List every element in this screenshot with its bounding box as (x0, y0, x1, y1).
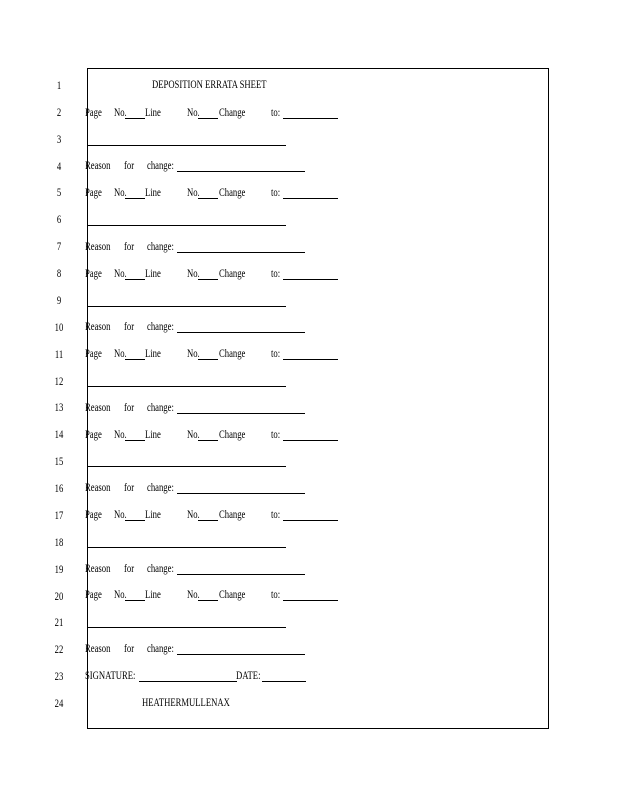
for-label: for (124, 319, 135, 333)
line-no-label: No. (187, 266, 200, 280)
line-number: 13 (54, 400, 64, 414)
reason-change-label: change: (147, 561, 174, 575)
to-label: to: (271, 427, 281, 441)
line-label: Line (145, 266, 161, 280)
reason-label: Reason (85, 400, 111, 414)
line-number-field[interactable] (198, 118, 218, 119)
change-label: Change (219, 587, 246, 601)
for-label: for (124, 480, 135, 494)
change-label: Change (219, 105, 246, 119)
continuation-line[interactable] (87, 225, 286, 226)
line-number: 8 (56, 266, 62, 280)
line-label: Line (145, 587, 161, 601)
line-number: 7 (56, 239, 62, 253)
line-number: 5 (56, 185, 62, 199)
line-number: 24 (54, 696, 64, 710)
change-field[interactable] (283, 118, 338, 119)
page-label: Page (85, 346, 102, 360)
reason-label: Reason (85, 641, 111, 655)
line-number-field[interactable] (198, 359, 218, 360)
line-label: Line (145, 346, 161, 360)
for-label: for (124, 641, 135, 655)
to-label: to: (271, 105, 281, 119)
change-field[interactable] (283, 440, 338, 441)
page-no-label: No. (114, 266, 127, 280)
signature-field[interactable] (139, 681, 237, 682)
to-label: to: (271, 185, 281, 199)
page-no-label: No. (114, 185, 127, 199)
line-number-field[interactable] (198, 520, 218, 521)
change-field[interactable] (283, 279, 338, 280)
page-label: Page (85, 105, 102, 119)
continuation-line[interactable] (87, 627, 286, 628)
change-field[interactable] (283, 520, 338, 521)
line-number: 16 (54, 481, 64, 495)
for-label: for (124, 561, 135, 575)
reason-field[interactable] (177, 574, 305, 575)
line-number: 11 (54, 347, 64, 361)
reason-label: Reason (85, 319, 111, 333)
line-number: 10 (54, 320, 64, 334)
page-number-field[interactable] (125, 118, 145, 119)
reason-label: Reason (85, 561, 111, 575)
page-no-label: No. (114, 587, 127, 601)
line-no-label: No. (187, 346, 200, 360)
line-number: 15 (54, 454, 64, 468)
for-label: for (124, 158, 135, 172)
reason-change-label: change: (147, 158, 174, 172)
reason-field[interactable] (177, 654, 305, 655)
reason-field[interactable] (177, 493, 305, 494)
date-label: DATE: (236, 668, 261, 682)
line-number: 3 (56, 132, 62, 146)
page-label: Page (85, 587, 102, 601)
page-no-label: No. (114, 507, 127, 521)
page-label: Page (85, 427, 102, 441)
reason-label: Reason (85, 480, 111, 494)
change-field[interactable] (283, 198, 338, 199)
line-number: 21 (54, 615, 64, 629)
to-label: to: (271, 507, 281, 521)
page-no-label: No. (114, 105, 127, 119)
line-no-label: No. (187, 587, 200, 601)
line-number: 9 (56, 293, 62, 307)
page-title: DEPOSITION ERRATA SHEET (152, 77, 267, 91)
page-number-field[interactable] (125, 600, 145, 601)
line-label: Line (145, 427, 161, 441)
reason-change-label: change: (147, 400, 174, 414)
change-label: Change (219, 185, 246, 199)
change-field[interactable] (283, 359, 338, 360)
for-label: for (124, 400, 135, 414)
line-number-field[interactable] (198, 440, 218, 441)
page-number-field[interactable] (125, 520, 145, 521)
continuation-line[interactable] (87, 145, 286, 146)
change-label: Change (219, 507, 246, 521)
reason-label: Reason (85, 158, 111, 172)
line-label: Line (145, 507, 161, 521)
signature-label: SIGNATURE: (85, 668, 136, 682)
line-number-field[interactable] (198, 198, 218, 199)
line-label: Line (145, 185, 161, 199)
to-label: to: (271, 266, 281, 280)
for-label: for (124, 239, 135, 253)
line-number: 17 (54, 508, 64, 522)
continuation-line[interactable] (87, 386, 286, 387)
change-field[interactable] (283, 600, 338, 601)
line-number: 6 (56, 212, 62, 226)
change-label: Change (219, 346, 246, 360)
to-label: to: (271, 346, 281, 360)
line-number: 19 (54, 562, 64, 576)
reason-label: Reason (85, 239, 111, 253)
page-number-field[interactable] (125, 198, 145, 199)
reporter-name: HEATHERMULLENAX (142, 695, 230, 709)
page-no-label: No. (114, 427, 127, 441)
page-number-field[interactable] (125, 440, 145, 441)
page-no-label: No. (114, 346, 127, 360)
reason-field[interactable] (177, 413, 305, 414)
page-label: Page (85, 507, 102, 521)
reason-change-label: change: (147, 239, 174, 253)
page-label: Page (85, 266, 102, 280)
continuation-line[interactable] (87, 466, 286, 467)
continuation-line[interactable] (87, 306, 286, 307)
reason-field[interactable] (177, 252, 305, 253)
page-label: Page (85, 185, 102, 199)
line-number: 14 (54, 427, 64, 441)
to-label: to: (271, 587, 281, 601)
page-number-field[interactable] (125, 279, 145, 280)
line-label: Line (145, 105, 161, 119)
line-number: 2 (56, 105, 62, 119)
change-label: Change (219, 266, 246, 280)
continuation-line[interactable] (87, 547, 286, 548)
line-number: 1 (56, 78, 62, 92)
reason-change-label: change: (147, 480, 174, 494)
reason-change-label: change: (147, 641, 174, 655)
reason-change-label: change: (147, 319, 174, 333)
reason-field[interactable] (177, 171, 305, 172)
line-no-label: No. (187, 507, 200, 521)
reason-field[interactable] (177, 332, 305, 333)
line-number: 20 (54, 589, 64, 603)
page-number-field[interactable] (125, 359, 145, 360)
line-number: 18 (54, 535, 64, 549)
line-number-field[interactable] (198, 600, 218, 601)
line-number: 4 (56, 159, 62, 173)
line-number: 12 (54, 374, 64, 388)
line-number-field[interactable] (198, 279, 218, 280)
line-no-label: No. (187, 427, 200, 441)
line-number: 23 (54, 669, 64, 683)
date-field[interactable] (262, 681, 306, 682)
line-no-label: No. (187, 185, 200, 199)
line-no-label: No. (187, 105, 200, 119)
change-label: Change (219, 427, 246, 441)
line-number: 22 (54, 642, 64, 656)
